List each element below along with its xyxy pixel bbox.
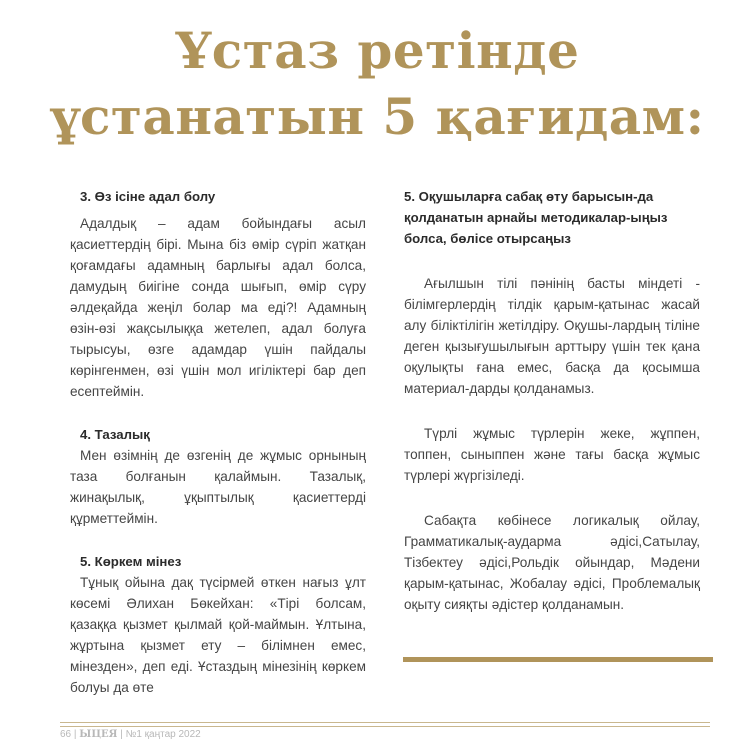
section-4-heading: 4. Тазалық — [80, 427, 150, 442]
footer-rule-bottom — [60, 726, 710, 727]
gold-divider — [403, 657, 713, 662]
right-column — [404, 186, 700, 615]
left-column — [70, 186, 366, 698]
page-title — [0, 18, 755, 150]
footer-rule-top — [60, 722, 710, 723]
methods-paragraph-1: Ағылшын тілі пәнінің басты міндеті - білімгерлердің тілдік қарым-қатынас жасай алу біліктілігін жетілдіру. Оқушы-лардың тіліне деген қызығушылығын арттыру үшін тек қана оқулықты ғана емес, басқа да қосымша материал-дарды қолданамыз. — [404, 276, 700, 396]
section-5-text: Тұнық ойына дақ түсірмей өткен нағыз ұлт көсемі Әлихан Бөкейхан: «Тірі болсам, қазаққа қызмет қылмай қой-маймын. Ұлтына, жұртына қызмет ету – білімнен емес, мінезден», деп еді. Ұстаздың мінезінің көркем болуы да өте — [70, 575, 366, 695]
methods-paragraph-2: Түрлі жұмыс түрлерін жеке, жұппен, топпен, сыныппен және тағы басқа жұмыс түрлері жүргізіледі. — [404, 426, 700, 483]
issue-info: №1 қаңтар 2022 — [125, 729, 201, 740]
title-line-1: Ұстаз ретінде — [175, 21, 580, 80]
magazine-brand: ЫЦЕЯ — [79, 729, 118, 740]
page-footer: 66 | ЫЦЕЯ | №1 қаңтар 2022 — [60, 729, 201, 740]
page-number: 66 — [60, 729, 72, 740]
section-3-text: Адалдық – адам бойындағы асыл қасиеттердің бірі. Мына біз өмір сүріп жатқан қоғамдағы адамның барлығы адал болса, дамудың биігіне сонда шығып, өмір сүру әлдеқайда жеңіл болар ма еді?! Адамның өзін-өзі жақсылыққа жетелеп, адал болуға тырысуы, өзге адамдар үшін пайдалы көрінгенмен, өзі үшін мол игіліктері бар деп есептеймін. — [70, 216, 366, 399]
methods-paragraph-3: Сабақта көбінесе логикалық ойлау, Грамматикалық-аудармa әдісі,Сатылау, Тізбектеу әдісі,Рольдік ойындар, Мәдени қарым-қатынас, Жобалау әдісі, Проблемалық оқыту сияқты әдістер қолданамын. — [404, 513, 700, 612]
section-3-heading: 3. Өз ісіне адал болу — [80, 189, 216, 204]
section-4-text: Мен өзімнің де өзгенің де жұмыс орнының таза болғанын қалаймын. Тазалық, жинақылық, ұқыптылық қасиеттерді құрметтеймін. — [70, 448, 366, 526]
section-5-heading: 5. Көркем мінез — [80, 554, 182, 569]
title-line-2: ұстанатын 5 қағидам: — [50, 87, 705, 146]
methods-heading: 5. Оқушыларға сабақ өту барысын-да қолданатын арнайы методикалар-ыңыз болса, бөлісе отырсаңыз — [404, 189, 668, 246]
